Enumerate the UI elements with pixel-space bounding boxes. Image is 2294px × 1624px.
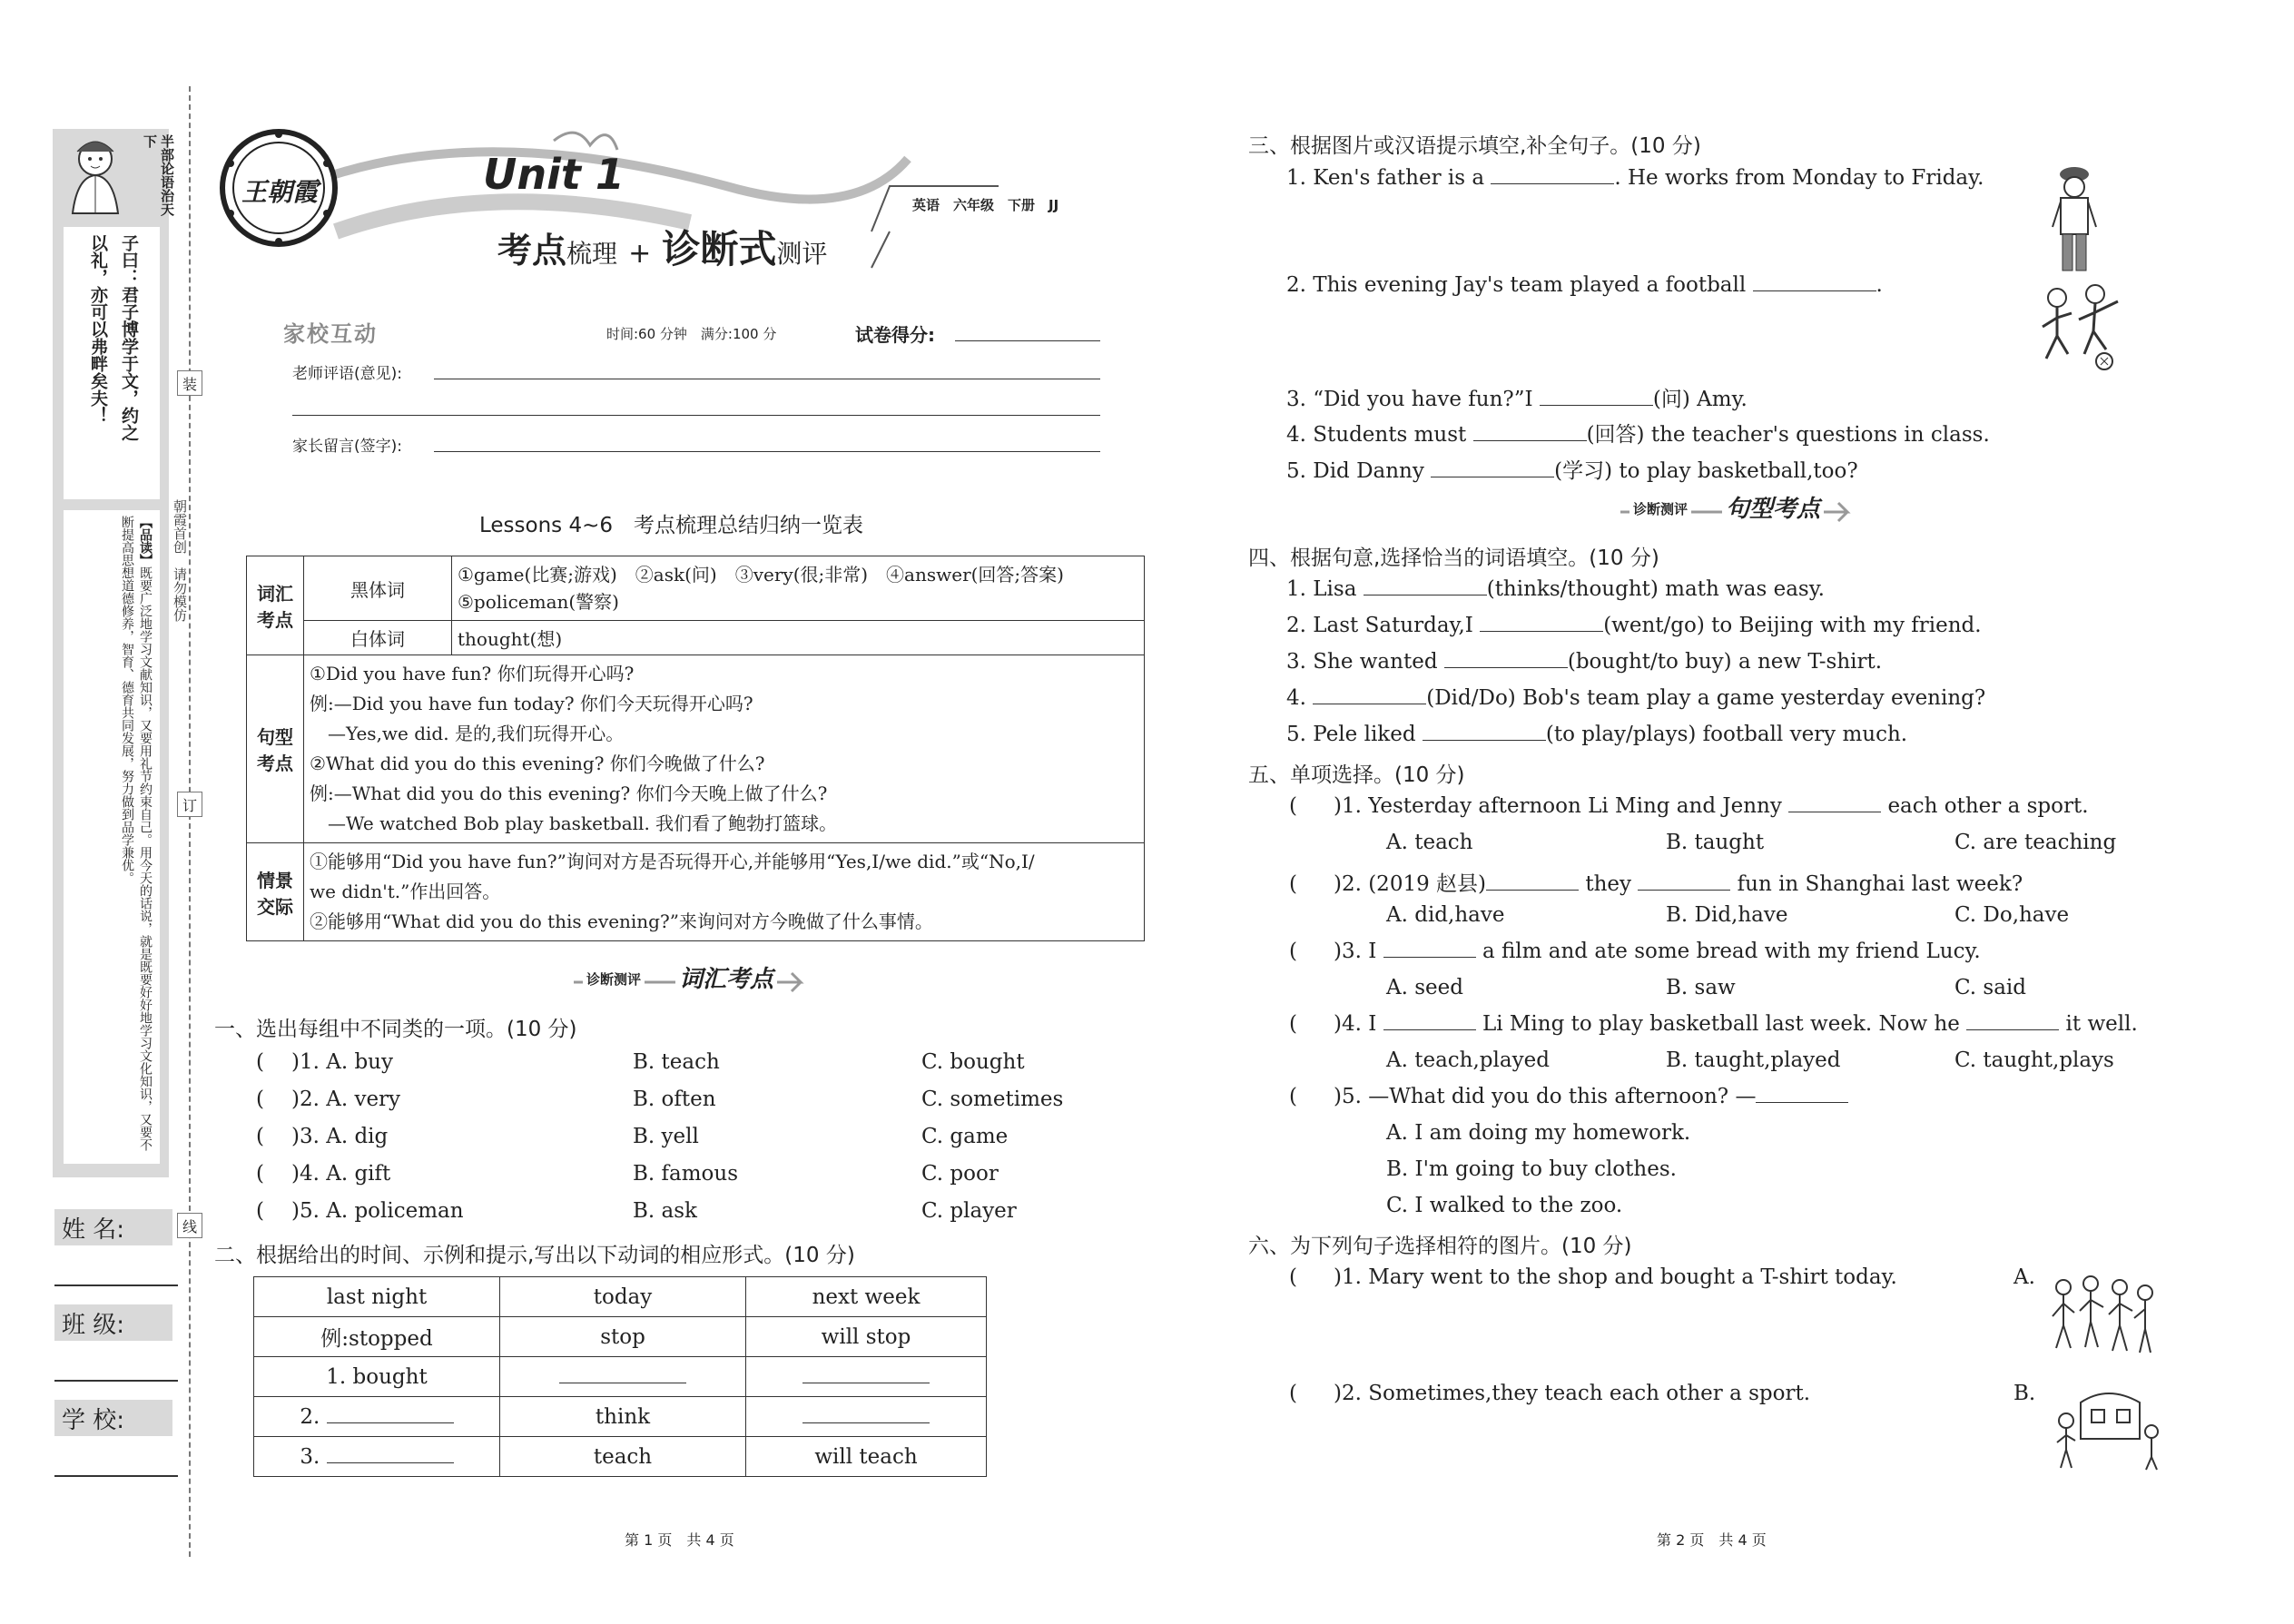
sentence-list: ①Did you have fun? 你们玩得开心吗? 例:—Did you have fun today? 你们今天玩得开心吗? —Yes,we did. 是的,我们玩得开心。 ②What did you do this evening? 你们今晚做了什么? 例:—What did you do this evening? 你们今天晚上做了什么? —We watched Bob play basketball. 我们看了鲍勃打篮球。 — [304, 655, 1145, 843]
row3-present: teach — [500, 1437, 746, 1477]
policeman-picture — [2047, 163, 2102, 277]
section4-title: 四、根据句意,选择恰当的词语填空。(10 分) — [1248, 546, 1659, 570]
page-number-right: 第 2 页 共 4 页 — [1657, 1531, 1767, 1549]
parent-comment-label: 家长留言(签字): — [292, 438, 402, 456]
vocab-banner: 诊断测评 词汇考点 — [574, 960, 819, 995]
row1-past: 1. bought — [254, 1357, 500, 1397]
unit-title: Unit 1 — [483, 150, 625, 199]
fold-char-ding: 订 — [177, 792, 202, 817]
bold-words: ①game(比赛;游戏) ②ask(问) ③very(很;非常) ④answer(回答;答案) ⑤policeman(警察) — [452, 556, 1145, 621]
s5-q3[interactable]: ( )3. I a film and ate some bread with my friend Lucy. — [1289, 940, 1981, 963]
s1-q4-c: C. poor — [921, 1162, 999, 1186]
example-present: stop — [500, 1317, 746, 1357]
s1-q1-c: C. bought — [921, 1050, 1025, 1074]
s4-q2[interactable]: 2. Last Saturday,I (went/go) to Beijing with my friend. — [1286, 614, 1982, 637]
section6-title: 六、为下列句子选择相符的图片。(10 分) — [1248, 1235, 1632, 1258]
quote-box — [64, 227, 160, 499]
s1-q4-b: B. famous — [633, 1162, 739, 1186]
s1-q1-b: B. teach — [633, 1050, 720, 1074]
s5-q5-c[interactable]: C. I walked to the zoo. — [1386, 1194, 1623, 1217]
example-past: 例:stopped — [254, 1317, 500, 1357]
fold-char-xian: 线 — [177, 1213, 202, 1238]
s1-q3-c: C. game — [921, 1125, 1009, 1148]
s4-q1[interactable]: 1. Lisa (thinks/thought) math was easy. — [1286, 577, 1825, 601]
picture-a-kids-sport — [2047, 1271, 2161, 1362]
row2-future-blank[interactable] — [746, 1397, 987, 1437]
page-number-left: 第 1 页 共 4 页 — [625, 1531, 734, 1549]
s4-q3[interactable]: 3. She wanted (bought/to buy) a new T-shirt. — [1286, 650, 1883, 674]
school-label: 学 校: — [54, 1400, 172, 1436]
white-words: thought(想) — [452, 621, 1145, 655]
s1-q5[interactable]: ( )5. A. policeman — [256, 1199, 464, 1223]
header-today: today — [500, 1277, 746, 1317]
s1-q4[interactable]: ( )4. A. gift — [256, 1162, 391, 1186]
class-label: 班 级: — [54, 1304, 172, 1341]
s5-q3-a[interactable]: A. seed — [1386, 976, 1463, 999]
s5-q2-b[interactable]: B. Did,have — [1666, 903, 1788, 927]
section2-title: 二、根据给出的时间、示例和提示,写出以下动词的相应形式。(10 分) — [214, 1244, 855, 1267]
teacher-comment-label: 老师评语(意见): — [292, 365, 402, 383]
binding-line — [189, 86, 191, 1557]
s6-pic-a-label: A. — [2013, 1265, 2035, 1289]
header-next-week: next week — [746, 1277, 987, 1317]
s1-q3[interactable]: ( )3. A. dig — [256, 1125, 389, 1148]
s5-q4[interactable]: ( )4. I Li Ming to play basketball last week. Now he it well. — [1289, 1012, 2138, 1036]
s5-q5-a[interactable]: A. I am doing my homework. — [1386, 1121, 1691, 1145]
home-school-badge: 家校互动 — [283, 321, 378, 347]
s1-q2-b: B. often — [633, 1088, 716, 1111]
s3-q3[interactable]: 3. “Did you have fun?”I (问) Amy. — [1286, 388, 1748, 411]
s1-q2-c: C. sometimes — [921, 1088, 1064, 1111]
quote-line-b: 以礼，亦可以弗畔矣夫！ — [88, 234, 108, 424]
time-info: 时间:60 分钟 满分:100 分 — [606, 326, 777, 342]
situation-list: ①能够用“Did you have fun?”询问对方是否玩得开心,并能够用“Yes,I/we did.”或“No,I/ we didn't.”作出回答。 ②能够用“What did you do this evening?”来询问对方今晚做了什么事情。 — [304, 843, 1145, 941]
row3-future: will teach — [746, 1437, 987, 1477]
s5-q5[interactable]: ( )5. —What did you do this afternoon? — — [1289, 1085, 1848, 1108]
row2-past[interactable]: 2. — [254, 1397, 500, 1437]
s5-q1-c[interactable]: C. are teaching — [1954, 831, 2117, 854]
s5-q4-a[interactable]: A. teach,played — [1386, 1048, 1550, 1072]
s5-q4-c[interactable]: C. taught,plays — [1954, 1048, 2114, 1072]
s4-q4[interactable]: 4. (Did/Do) Bob's team play a game yesterday evening? — [1286, 686, 1986, 710]
s1-q5-b: B. ask — [633, 1199, 697, 1223]
vocab-label: 词汇考点 — [247, 556, 304, 655]
book-tag: 英语 六年级 下册 JJ — [912, 197, 1059, 213]
s5-q1[interactable]: ( )1. Yesterday afternoon Li Ming and Jenny each other a sport. — [1289, 794, 2089, 818]
s6-q2[interactable]: ( )2. Sometimes,they teach each other a sport. — [1289, 1382, 1811, 1405]
picture-b-shopping — [2053, 1384, 2162, 1471]
s3-q1[interactable]: 1. Ken's father is a . He works from Monday to Friday. — [1286, 166, 1984, 190]
s5-q2-a[interactable]: A. did,have — [1386, 903, 1505, 927]
motto-title: 半部论语治天下 — [142, 134, 175, 216]
teacher-comment-line-2[interactable] — [292, 415, 1100, 416]
summary-table — [246, 556, 1145, 941]
s5-q1-b[interactable]: B. taught — [1666, 831, 1765, 854]
reading-text: 既要广泛地学习文献知识，又要用礼节约束自己。用今天的话说，就是既要好好地学习文化知识，又要不断提高思想道德修养，智育、德育共同发展，努力做到品学兼优。 — [120, 516, 153, 1151]
class-field[interactable] — [54, 1380, 178, 1382]
s5-q4-b[interactable]: B. taught,played — [1666, 1048, 1841, 1072]
football-players-picture — [2032, 281, 2132, 372]
row1-future-blank[interactable] — [746, 1357, 987, 1397]
page-subtitle: 考点梳理 + 诊断式测评 — [497, 227, 828, 271]
s5-q3-c[interactable]: C. said — [1954, 976, 2026, 999]
name-field[interactable] — [54, 1284, 178, 1286]
s3-q4[interactable]: 4. Students must (回答) the teacher's questions in class. — [1286, 423, 1990, 447]
reading-box — [64, 510, 160, 1164]
s4-q5[interactable]: 5. Pele liked (to play/plays) football very much. — [1286, 723, 1908, 746]
fold-char-zhuang: 装 — [177, 370, 202, 396]
sentence-label: 句型考点 — [247, 655, 304, 843]
score-label: 试卷得分: — [855, 324, 935, 346]
score-field[interactable] — [955, 340, 1100, 341]
bold-words-label: 黑体词 — [304, 556, 452, 621]
s1-q2[interactable]: ( )2. A. very — [256, 1088, 401, 1111]
s3-q5[interactable]: 5. Did Danny (学习) to play basketball,too? — [1286, 459, 1858, 483]
white-words-label: 白体词 — [304, 621, 452, 655]
section1-title: 一、选出每组中不同类的一项。(10 分) — [214, 1018, 577, 1041]
s5-q1-a[interactable]: A. teach — [1386, 831, 1473, 854]
row3-past[interactable]: 3. — [254, 1437, 500, 1477]
s5-q2[interactable]: ( )2. (2019 赵县) they fun in Shanghai last week? — [1289, 872, 2023, 896]
row1-present-blank[interactable] — [500, 1357, 746, 1397]
quote-line-a: 子曰：君子博学于文，约之 — [119, 234, 139, 441]
summary-title: Lessons 4~6 考点梳理总结归纳一览表 — [479, 514, 864, 537]
row2-present: think — [500, 1397, 746, 1437]
s3-q2[interactable]: 2. This evening Jay's team played a football . — [1286, 273, 1883, 297]
s6-q1[interactable]: ( )1. Mary went to the shop and bought a T-shirt today. — [1289, 1265, 1897, 1289]
parent-comment-line[interactable] — [434, 451, 1100, 452]
name-label: 姓 名: — [54, 1209, 172, 1245]
situation-label: 情景交际 — [247, 843, 304, 941]
s1-q1[interactable]: ( )1. A. buy — [256, 1050, 393, 1074]
section3-title: 三、根据图片或汉语提示填空,补全句子。(10 分) — [1248, 134, 1701, 158]
s1-q3-b: B. yell — [633, 1125, 699, 1148]
verb-table — [253, 1276, 987, 1477]
copyright-note: 朝霞首创 请勿模仿 — [172, 499, 188, 622]
confucius-figure-icon — [54, 132, 136, 218]
s6-pic-b-label: B. — [2013, 1382, 2036, 1405]
example-future: will stop — [746, 1317, 987, 1357]
logo-text: 王朝霞 — [241, 177, 318, 207]
s5-q5-b[interactable]: B. I'm going to buy clothes. — [1386, 1157, 1677, 1181]
sentence-banner: 诊断测评 句型考点 — [1620, 490, 1866, 525]
s5-q3-b[interactable]: B. saw — [1666, 976, 1736, 999]
section5-title: 五、单项选择。(10 分) — [1248, 763, 1465, 787]
header-last-night: last night — [254, 1277, 500, 1317]
s1-q5-c: C. player — [921, 1199, 1017, 1223]
s5-q2-c[interactable]: C. Do,have — [1954, 903, 2070, 927]
school-field[interactable] — [54, 1475, 178, 1477]
reading-label: 【品读】 — [138, 516, 153, 566]
